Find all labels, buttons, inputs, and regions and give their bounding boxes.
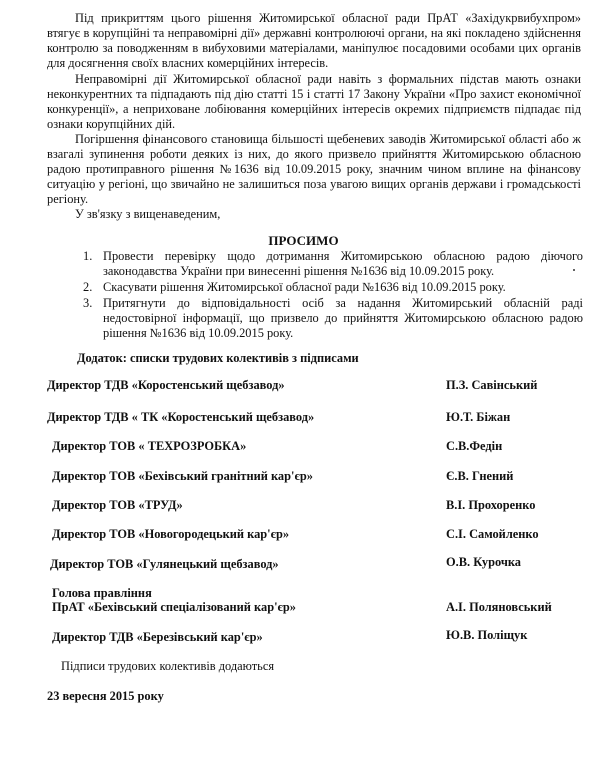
signature-name: П.З. Савінський bbox=[446, 378, 538, 392]
signature-position: Директор ТОВ «Бехівський гранітний кар'єр» bbox=[52, 469, 313, 483]
signatures-note: Підписи трудових колективів додаються bbox=[61, 659, 275, 673]
signature-position: Директор ТОВ « ТЕХРОЗРОБКА» bbox=[52, 439, 247, 453]
request-heading: ПРОСИМО bbox=[268, 233, 339, 248]
paragraph-4: У зв'язку з вищенаведеним, bbox=[75, 207, 221, 221]
signature-name: С.І. Самойленко bbox=[446, 527, 539, 541]
signature-name: А.І. Поляновський bbox=[446, 600, 552, 614]
signature-name: В.І. Прохоренко bbox=[446, 498, 536, 512]
list-item bbox=[83, 249, 583, 279]
signature-position: Директор ТОВ «Новогородецький кар'єр» bbox=[52, 527, 290, 541]
paragraph-2: Неправомірні дії Житомирської обласної ради навіть з формальних підстав мають ознаки неконкурентних та підпадають під дію статті 15 і статті 17 Закону України «Про захист економічної конкуренції», а неприховане лобіювання комерційних інтересів окремих підприємств підпадає під ознаки корупційних дій. bbox=[47, 72, 581, 131]
signature-position-line-2: ПрАТ «Бехівський спеціалізований кар'єр» bbox=[52, 600, 296, 614]
list-item-number: 1. bbox=[83, 249, 93, 263]
signature-position: Директор ТДВ «Березівський кар'єр» bbox=[52, 630, 263, 644]
list-item-number: 3. bbox=[83, 296, 93, 310]
signature-name: Ю.Т. Біжан bbox=[446, 410, 511, 424]
attachment-line: Додаток: списки трудових колективів з підписами bbox=[77, 351, 359, 365]
signature-name: Є.В. Гнений bbox=[446, 469, 514, 483]
signature-name: Ю.В. Поліщук bbox=[446, 628, 528, 642]
list-item-text: Скасувати рішення Житомирської обласної ради №1636 від 10.09.2015 року. bbox=[103, 280, 506, 294]
request-list bbox=[83, 249, 583, 342]
list-item-text: Провести перевірку щодо дотримання Житомирською обласною радою діючого законодавства України при винесенні рішення №1636 від 10.09.2015 року. bbox=[103, 249, 583, 278]
signature-position: Директор ТОВ «Гулянецький щебзавод» bbox=[50, 557, 279, 571]
signature-position: Директор ТДВ « ТК «Коростенський щебзавод» bbox=[47, 410, 315, 424]
document-date: 23 вересня 2015 року bbox=[47, 689, 164, 703]
paragraph-1: Під прикриттям цього рішення Житомирської обласної ради ПрАТ «Західукрвибухпром» втягує в корупційні та неправомірні дії» державні контролюючі органи, на які покладено здійснення контролю за поводженням в вибуховими матеріалами, маніпулює посадовими особами цих органів для досягнення своїх власних комерційних інтересів. bbox=[47, 11, 581, 70]
signature-name: О.В. Курочка bbox=[446, 555, 521, 569]
list-item bbox=[83, 296, 583, 341]
scan-speck bbox=[573, 269, 575, 271]
signature-position: Директор ТОВ «ТРУД» bbox=[52, 498, 183, 512]
list-item bbox=[83, 280, 583, 295]
signature-position: Директор ТДВ «Коростенський щебзавод» bbox=[47, 378, 285, 392]
signature-name: С.В.Федін bbox=[446, 439, 503, 453]
list-item-text: Притягнути до відповідальності осіб за надання Житомирський обласній раді недостовірної інформації, що призвело до прийняття Житомирською обласною радою рішення №1636 від 10.09.2015 року. bbox=[103, 296, 583, 340]
signature-position: Голова правління bbox=[52, 586, 152, 600]
paragraph-3: Погіршення фінансового становища більшості щебеневих заводів Житомирської області або ж взагалі зупинення роботи деяких із них, до якого призвело прийняття Житомирською обласною радою протиправного рішення №1636 від 10.09.2015 року, значним чином вплине на фінансову ситуацію у регіоні, що звичайно не залишиться поза увагою вищих органів держави і громадськості регіону. bbox=[47, 132, 581, 206]
list-item-number: 2. bbox=[83, 280, 93, 294]
